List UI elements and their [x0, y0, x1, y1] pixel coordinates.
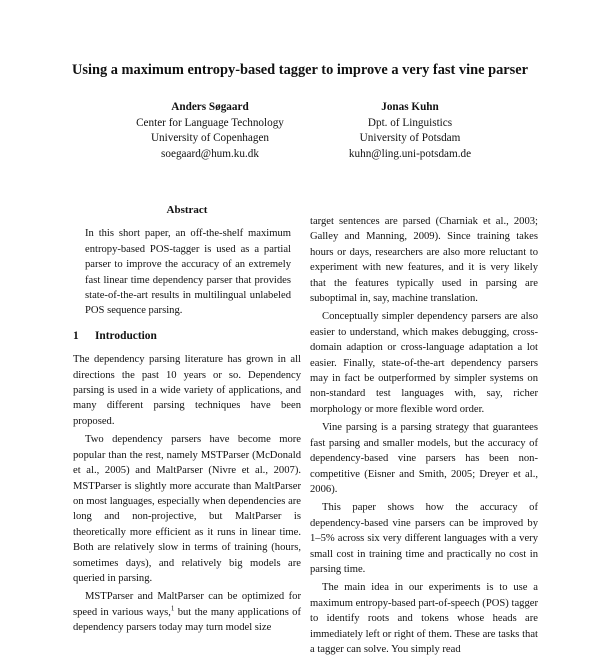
paragraph: Vine parsing is a parsing strategy that guarantees fast parsing and smaller models, but the accuracy of dependency-based vine parsers has been non-competitive (Eisner and Smith, 2005; Dreyer et al., 2006). [310, 422, 538, 495]
author-institution: University of Copenhagen [150, 132, 270, 144]
abstract-heading: Abstract [166, 204, 208, 216]
paragraph-text: MSTParser and MaltParser can be optimized for speed in various ways, [73, 591, 301, 618]
author-institution: University of Potsdam [359, 132, 461, 144]
paragraph: target sentences are parsed (Charniak et al., 2003; Galley and Manning, 2009). Since training takes hours or days, researchers are also more reluctant to experiment with new features, and it is very likely that the features typically used in parsing are suboptimal in, say, machine translation. [310, 216, 538, 305]
author-name: Jonas Kuhn [381, 101, 439, 113]
paragraph: The main idea in our experiments is to use a maximum entropy-based part-of-speech (POS) tagger to identify roots and tokens whose heads are immediately left or right of them. These are tasks that a tagger can solve. You simply read [310, 582, 538, 655]
paragraph-text: but the many applications of dependency parsers today may turn model size [73, 606, 301, 634]
paragraph [73, 589, 301, 635]
abstract-text: In this short paper, an off-the-shelf maximum entropy-based POS-tagger is used as a partial parser to improve the accuracy of an extremely fast linear time dependency parser that provides state-of-the-art results in multilingual unlabeled POS sequence parsing. [85, 228, 291, 317]
author-block-2 [300, 100, 520, 162]
footnote-marker: 1 [170, 604, 175, 613]
right-column [310, 214, 538, 660]
author-email: soegaard@hum.ku.dk [161, 147, 259, 160]
author-affiliation: Center for Language Technology [136, 116, 284, 129]
author-block-1 [100, 100, 320, 162]
paragraph: This paper shows how the accuracy of dependency-based vine parsers can be improved by 1–5% across six very different languages with a very small cost in training time and practically no cost in parsing time. [310, 502, 538, 575]
author-email: kuhn@ling.uni-potsdam.de [348, 147, 472, 160]
paper-title: Using a maximum entropy-based tagger to improve a very fast vine parser [71, 62, 529, 78]
paragraph: The dependency parsing literature has grown in all directions the past 10 years or so. Dependency parsing is used in a wide variety of applications, and many different parsing techniques have been proposed. [73, 354, 301, 427]
paragraph: Two dependency parsers have become more popular than the rest, namely MSTParser (McDonald et al., 2005) and MaltParser (Nivre et al., 2007). MSTParser is slightly more accurate than MaltParser on most languages, especially when dependencies are long and non-projective, but MaltParser is theoretically more efficient as it runs in linear time. Both are relatively slow in terms of training (hours, sometimes days), and relatively big models are queried in parsing. [73, 434, 301, 584]
author-name: Anders Søgaard [171, 101, 249, 113]
left-column [73, 203, 301, 639]
section-heading [73, 329, 301, 344]
section-title: Introduction [95, 329, 157, 342]
paragraph: Conceptually simpler dependency parsers are also easier to understand, which makes debugging, cross-domain adaption or cross-language adaptation a lot easier. Finally, state-of-the-art dependency parsers may in fact be outperformed by simpler systems on non-standard test languages with, say, richer morphology or more flexible word order. [310, 311, 538, 415]
section-number: 1 [73, 329, 79, 342]
author-affiliation: Dpt. of Linguistics [367, 116, 453, 129]
